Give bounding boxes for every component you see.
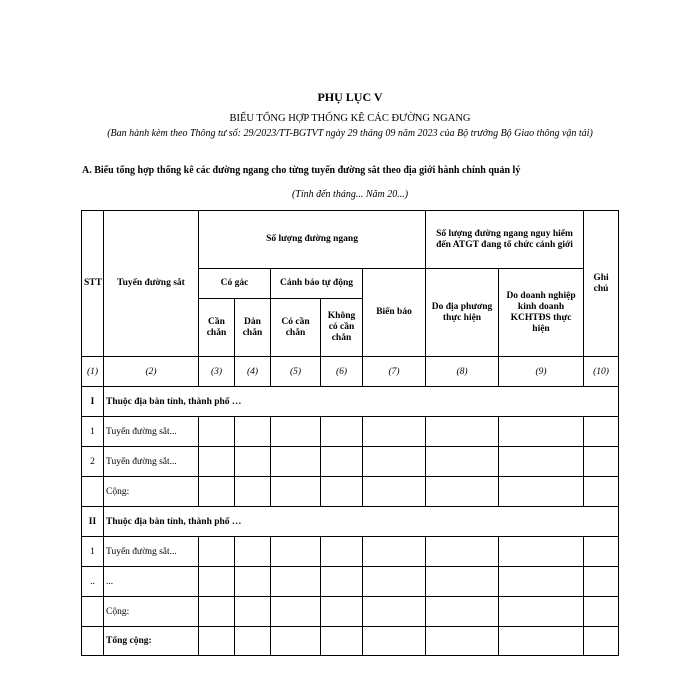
empty-cell[interactable] [235, 447, 271, 477]
row-stt: 1 [82, 417, 104, 447]
row-label: Tổng cộng: [104, 627, 199, 656]
crossing-statistics-table [81, 210, 619, 656]
empty-cell[interactable] [584, 477, 619, 507]
empty-cell[interactable] [499, 627, 584, 656]
row-label: ... [104, 567, 199, 597]
table-row [82, 567, 619, 597]
column-number: (2) [104, 357, 199, 387]
header-crossings: Số lượng đường ngang [199, 211, 426, 269]
empty-cell[interactable] [363, 447, 426, 477]
empty-cell[interactable] [321, 567, 363, 597]
empty-cell[interactable] [271, 597, 321, 627]
column-number: (10) [584, 357, 619, 387]
empty-cell[interactable] [426, 597, 499, 627]
header-fence: Dàn chắn [235, 299, 271, 357]
empty-cell[interactable] [499, 477, 584, 507]
empty-cell[interactable] [499, 537, 584, 567]
column-number: (9) [499, 357, 584, 387]
row-label: Thuộc địa bàn tỉnh, thành phố … [104, 507, 619, 537]
empty-cell[interactable] [235, 567, 271, 597]
column-number: (8) [426, 357, 499, 387]
header-auto-warning: Cảnh báo tự động [271, 269, 363, 299]
empty-cell[interactable] [235, 477, 271, 507]
column-number: (6) [321, 357, 363, 387]
header-stt: STT [82, 211, 104, 357]
row-label: Tuyến đường sắt... [104, 537, 199, 567]
empty-cell[interactable] [321, 417, 363, 447]
empty-cell[interactable] [584, 537, 619, 567]
empty-cell[interactable] [426, 567, 499, 597]
column-number: (4) [235, 357, 271, 387]
empty-cell[interactable] [584, 597, 619, 627]
empty-cell[interactable] [271, 627, 321, 656]
row-stt: .. [82, 567, 104, 597]
empty-cell[interactable] [235, 417, 271, 447]
empty-cell[interactable] [363, 597, 426, 627]
row-label: Tuyến đường sắt... [104, 447, 199, 477]
empty-cell[interactable] [271, 537, 321, 567]
row-stt [82, 597, 104, 627]
header-notes: Ghi chú [584, 211, 619, 357]
header-guarded: Có gác [199, 269, 271, 299]
table-row [82, 597, 619, 627]
empty-cell[interactable] [584, 627, 619, 656]
empty-cell[interactable] [499, 597, 584, 627]
empty-cell[interactable] [363, 537, 426, 567]
header-sign: Biển báo [363, 269, 426, 357]
empty-cell[interactable] [235, 627, 271, 656]
header-dangerous: Số lượng đường ngang nguy hiểm đến ATGT đang tổ chức cảnh giới [426, 211, 584, 269]
empty-cell[interactable] [271, 447, 321, 477]
issuance-note: (Ban hành kèm theo Thông tư số: 29/2023/TT-BGTVT ngày 29 tháng 09 năm 2023 của Bộ trưởng Bộ Giao thông vận tải) [107, 128, 593, 139]
empty-cell[interactable] [199, 417, 235, 447]
empty-cell[interactable] [271, 417, 321, 447]
empty-cell[interactable] [426, 627, 499, 656]
empty-cell[interactable] [199, 447, 235, 477]
row-label: Tuyến đường sắt... [104, 417, 199, 447]
empty-cell[interactable] [499, 567, 584, 597]
empty-cell[interactable] [199, 537, 235, 567]
table-row [82, 537, 619, 567]
row-label: Cộng: [104, 477, 199, 507]
empty-cell[interactable] [271, 567, 321, 597]
row-stt [82, 627, 104, 656]
row-stt: 2 [82, 447, 104, 477]
header-with-barrier: Có cần chắn [271, 299, 321, 357]
row-label: Cộng: [104, 597, 199, 627]
empty-cell[interactable] [584, 417, 619, 447]
period-note: (Tính đến tháng... Năm 20...) [291, 189, 409, 200]
row-label: Thuộc địa bàn tỉnh, thành phố … [104, 387, 619, 417]
section-a-heading: A. Biểu tổng hợp thống kê các đường ngang cho từng tuyến đường sắt theo địa giới hành chính quản lý [82, 165, 521, 176]
row-stt: II [82, 507, 104, 537]
header-local: Do địa phương thực hiện [426, 269, 499, 357]
empty-cell[interactable] [199, 477, 235, 507]
empty-cell[interactable] [235, 597, 271, 627]
empty-cell[interactable] [199, 597, 235, 627]
empty-cell[interactable] [499, 417, 584, 447]
row-stt: I [82, 387, 104, 417]
column-number: (1) [82, 357, 104, 387]
column-number: (5) [271, 357, 321, 387]
row-stt: 1 [82, 537, 104, 567]
table-row [82, 417, 619, 447]
empty-cell[interactable] [426, 537, 499, 567]
header-barrier: Cần chắn [199, 299, 235, 357]
empty-cell[interactable] [321, 477, 363, 507]
empty-cell[interactable] [321, 537, 363, 567]
empty-cell[interactable] [235, 537, 271, 567]
empty-cell[interactable] [363, 567, 426, 597]
empty-cell[interactable] [199, 627, 235, 656]
column-number: (3) [199, 357, 235, 387]
group-row [82, 507, 619, 537]
column-number-row [82, 357, 619, 387]
empty-cell[interactable] [584, 447, 619, 477]
empty-cell[interactable] [363, 477, 426, 507]
empty-cell[interactable] [199, 567, 235, 597]
row-stt [82, 477, 104, 507]
header-no-barrier: Không có cần chắn [321, 299, 363, 357]
empty-cell[interactable] [363, 627, 426, 656]
appendix-title: PHỤ LỤC V [317, 90, 383, 104]
empty-cell[interactable] [584, 567, 619, 597]
empty-cell[interactable] [321, 447, 363, 477]
empty-cell[interactable] [271, 477, 321, 507]
form-subtitle: BIỂU TỔNG HỢP THỐNG KÊ CÁC ĐƯỜNG NGANG [229, 113, 471, 124]
empty-cell[interactable] [426, 477, 499, 507]
header-route: Tuyến đường sắt [104, 211, 199, 357]
empty-cell[interactable] [321, 597, 363, 627]
empty-cell[interactable] [363, 417, 426, 447]
grand-total-row [82, 627, 619, 656]
empty-cell[interactable] [426, 417, 499, 447]
table-row [82, 447, 619, 477]
table-row [82, 477, 619, 507]
empty-cell[interactable] [426, 447, 499, 477]
group-row [82, 387, 619, 417]
column-number: (7) [363, 357, 426, 387]
empty-cell[interactable] [321, 627, 363, 656]
empty-cell[interactable] [499, 447, 584, 477]
header-enterprise: Do doanh nghiệp kinh doanh KCHTĐS thực hiện [499, 269, 584, 357]
